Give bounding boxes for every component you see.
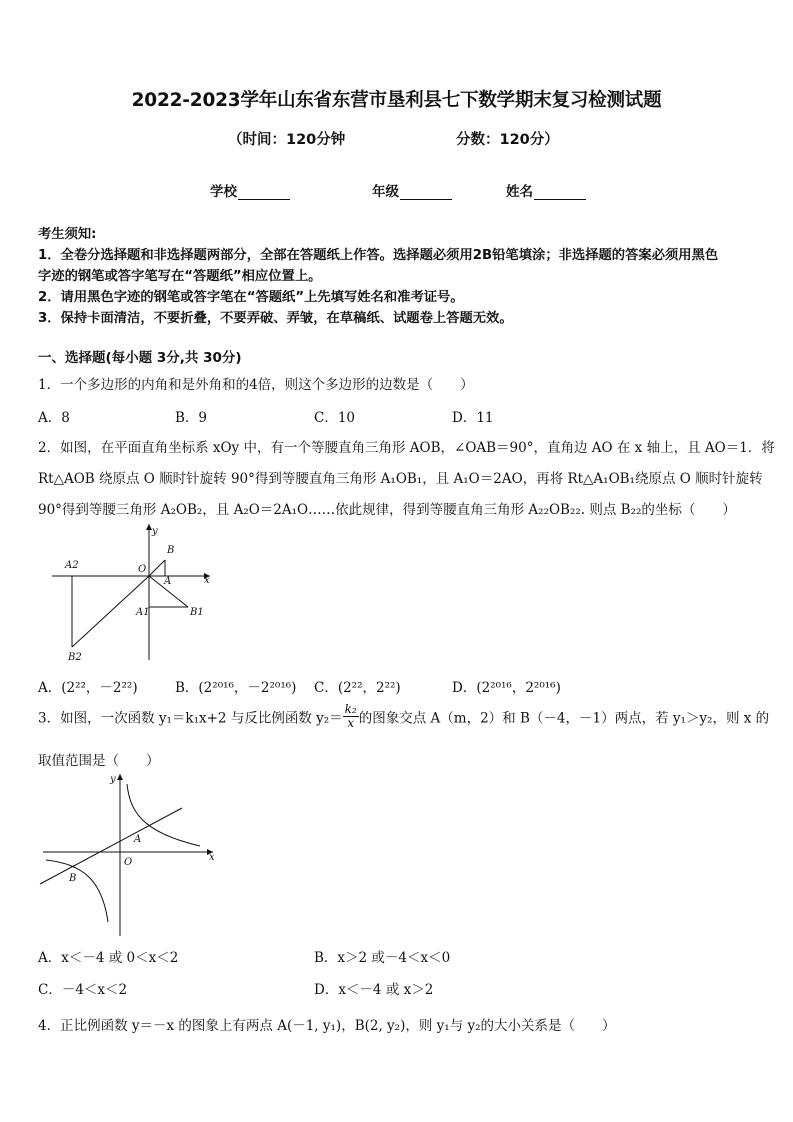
q3-label-o: O: [124, 857, 133, 868]
q3-line-1b: 的图象交点 A（m，2）和 B（－4，－1）两点，若 y₁＞y₂，则 x 的: [358, 710, 770, 727]
q3-line-1: [38, 703, 769, 730]
q1-option-d[interactable]: D．11: [452, 410, 494, 426]
q3-fraction-num: k₂: [344, 702, 357, 716]
q2-label-y: y: [152, 526, 158, 537]
q2-option-c[interactable]: C．(2²²，2²²): [314, 680, 401, 696]
q3-label-x: x: [209, 852, 215, 863]
q1-option-b[interactable]: B．9: [175, 410, 208, 426]
q2-label-b1: B1: [190, 607, 204, 618]
q1-option-c[interactable]: C．10: [314, 410, 356, 426]
q3-figure: [38, 770, 220, 940]
q2-label-b2: B2: [68, 652, 82, 663]
q3-hyperbola-left: [46, 860, 108, 922]
q2-label-a1: A1: [136, 607, 150, 618]
q2-label-o: O: [138, 564, 147, 575]
q3-option-a[interactable]: A．x＜－4 或 0＜x＜2: [38, 950, 179, 966]
notice-line-2: 2．请用黑色字迹的钢笔或答字笔在“答题纸”上先填写姓名和准考证号。: [38, 290, 464, 305]
q3-label-y: y: [110, 774, 116, 785]
exam-score: 分数：120分）: [456, 132, 559, 148]
q1-stem: 1．一个多边形的内角和是外角和的4倍，则这个多边形的边数是（ ）: [38, 377, 474, 393]
q3-option-d[interactable]: D．x＜－4 或 x＞2: [314, 982, 434, 998]
q3-option-c[interactable]: C．－4＜x＜2: [38, 982, 128, 998]
q2-line-2: Rt△AOB 绕原点 O 顺时针旋转 90°得到等腰直角三角形 A₁OB₁，且 A₁O＝2AO，再将 Rt△A₁OB₁绕原点 O 顺时针旋转: [38, 471, 763, 487]
q3-option-b[interactable]: B．x＞2 或－4＜x＜0: [314, 950, 451, 966]
q2-option-d[interactable]: D．(2²⁰¹⁶，2²⁰¹⁶): [452, 680, 561, 696]
q3-line-2: 取值范围是（ ）: [38, 753, 160, 769]
q2-label-x: x: [204, 575, 210, 586]
grade-field[interactable]: [372, 180, 452, 200]
q2-label-a: A: [164, 576, 172, 587]
q4-stem: 4．正比例函数 y＝－x 的图象上有两点 A(－1, y₁)，B(2, y₂)，则 y₁与 y₂的大小关系是（ ）: [38, 1018, 616, 1034]
school-field[interactable]: [210, 180, 290, 200]
page-title: 2022-2023学年山东省东营市垦利县七下数学期末复习检测试题: [131, 90, 662, 111]
school-label: 学校: [210, 184, 237, 200]
q3-line-1a: 3．如图，一次函数 y₁＝k₁x+2 与反比例函数 y₂＝: [38, 710, 343, 727]
q3-label-a: A: [134, 834, 142, 845]
q2-line-3: 90°得到等腰三角形 A₂OB₂，且 A₂O＝2A₁O……依此规律，得到等腰直角三角形 A₂₂OB₂₂. 则点 B₂₂的坐标（ ）: [38, 502, 736, 518]
q2-label-b: B: [167, 545, 175, 556]
notice-heading: 考生须知:: [38, 227, 97, 242]
q3-fraction-den: x: [347, 716, 355, 730]
q2-label-a2: A2: [65, 560, 79, 571]
notice-line-3: 3．保持卡面清洁，不要折叠，不要弄破、弄皱，在草稿纸、试题卷上答题无效。: [38, 311, 513, 326]
q3-fraction: [343, 703, 359, 730]
section-heading: 一、选择题(每小题 3分,共 30分): [38, 350, 242, 366]
notice-line-1b: 字迹的钢笔或答字笔写在“答题纸”相应位置上。: [38, 269, 322, 284]
q2-line-1: 2．如图，在平面直角坐标系 xOy 中，有一个等腰直角三角形 AOB，∠OAB＝90°，直角边 AO 在 x 轴上，且 AO＝1．将: [38, 440, 775, 456]
grade-label: 年级: [372, 184, 399, 200]
exam-time: （时间：120分钟: [228, 132, 346, 148]
q1-option-a[interactable]: A．8: [38, 410, 70, 426]
q3-linear-graph: [40, 808, 182, 884]
q2-figure: [52, 520, 222, 668]
q2-option-b[interactable]: B．(2²⁰¹⁶，－2²⁰¹⁶): [175, 680, 297, 696]
notice-line-1a: 1．全卷分选择题和非选择题两部分，全部在答题纸上作答。选择题必须用2B铅笔填涂；非选择题的答案必须用黑色: [38, 248, 719, 263]
q3-label-b: B: [69, 873, 77, 884]
q2-option-a[interactable]: A．(2²²，－2²²): [38, 680, 138, 696]
name-label: 姓名: [506, 184, 533, 200]
name-field[interactable]: [506, 180, 586, 200]
